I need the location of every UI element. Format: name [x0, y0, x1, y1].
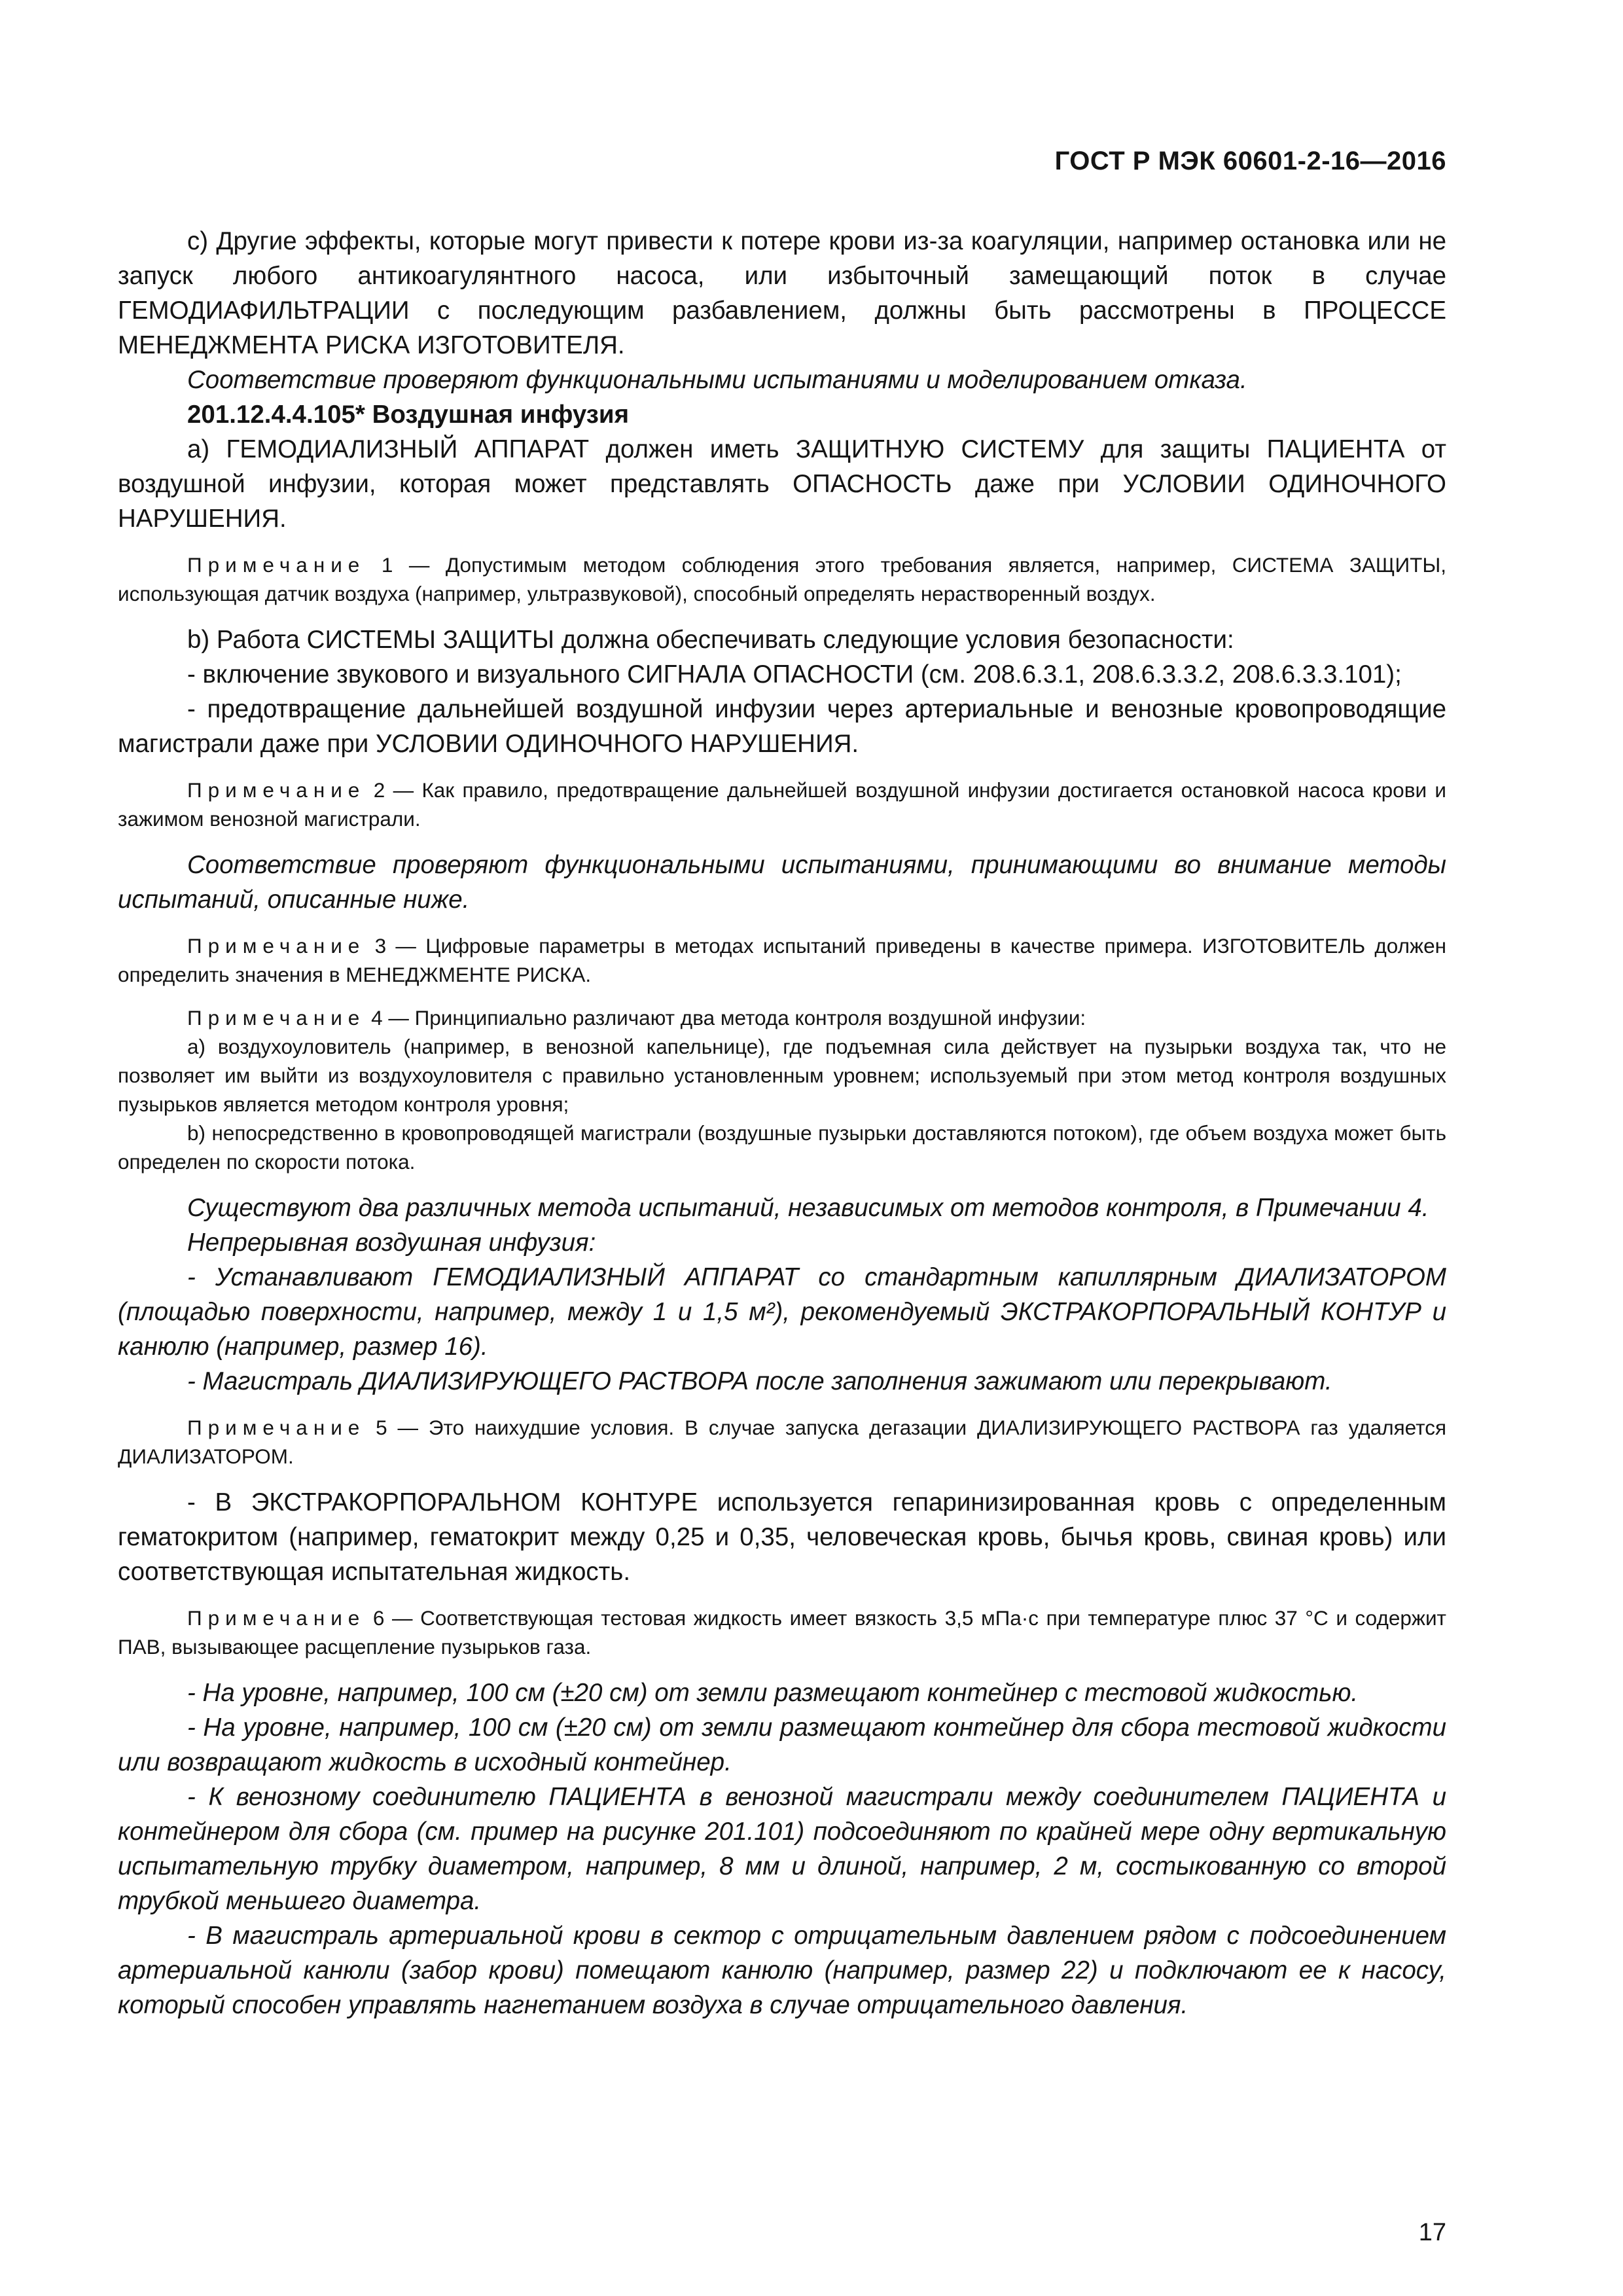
document-body — [118, 224, 1446, 2022]
list-item: - На уровне, например, 100 см (±20 см) от земли размещают контейнер с тестовой жидкостью. — [187, 1679, 1359, 1707]
note-3: Примечание 3 — Цифровые параметры в методах испытаний приведены в качестве примера. ИЗГОТОВИТЕЛЬ должен определить значения в МЕНЕДЖМЕНТЕ РИСКА. — [118, 934, 1446, 986]
list-item: - Устанавливают ГЕМОДИАЛИЗНЫЙ АППАРАТ со стандартным капиллярным ДИАЛИЗАТОРОМ (площадью поверхности, например, между 1 и 1,5 м²), рекомендуемый ЭКСТРАКОРПОРАЛЬНЫЙ КОНТУР и канюлю (например, размер 16). — [118, 1263, 1446, 1361]
compliance-text: Соответствие проверяют функциональными испытаниями и моделированием отказа. — [187, 366, 1247, 394]
paragraph-b: b) Работа СИСТЕМЫ ЗАЩИТЫ должна обеспечивать следующие условия безопасности: — [187, 626, 1234, 654]
note-4: Примечание 4 — Принципиально различают два метода контроля воздушной инфузии: — [187, 1006, 1086, 1030]
note-label: Примечание — [187, 934, 366, 958]
note-5: Примечание 5 — Это наихудшие условия. В случае запуска дегазации ДИАЛИЗИРУЮЩЕГО РАСТВОРА газ удаляется ДИАЛИЗАТОРОМ. — [118, 1416, 1446, 1468]
note-4-item-b: b) непосредственно в кровопроводящей магистрали (воздушные пузырьки доставляются потоком), где объем воздуха может быть определен по скорости потока. — [118, 1121, 1446, 1174]
note-label: Примечание — [187, 1606, 366, 1630]
list-item: - В магистраль артериальной крови в сектор с отрицательным давлением рядом с подсоединением артериальной канюли (забор крови) помещают канюлю (например, размер 22) и подключают ее к насосу, который способен управлять нагнетанием воздуха в случае отрицательного давления. — [118, 1922, 1446, 2019]
compliance-text: Соответствие проверяют функциональными испытаниями, принимающими во внимание методы испытаний, описанные ниже. — [118, 851, 1446, 914]
list-item: - В ЭКСТРАКОРПОРАЛЬНОМ КОНТУРЕ используется гепаринизированная кровь с определенным гематокритом (например, гематокрит между 0,25 и 0,35, человеческая кровь, бычья кровь, свиная кровь) или соответствующая испытательная жидкость. — [118, 1488, 1446, 1586]
note-2: Примечание 2 — Как правило, предотвращение дальнейшей воздушной инфузии достигается остановкой насоса крови и зажимом венозной магистрали. — [118, 778, 1446, 831]
list-item: - предотвращение дальнейшей воздушной инфузии через артериальные и венозные кровопроводящие магистрали даже при УСЛОВИИ ОДИНОЧНОГО НАРУШЕНИЯ. — [118, 695, 1446, 758]
standard-header: ГОСТ Р МЭК 60601-2-16—2016 — [1054, 147, 1446, 175]
note-label: Примечание — [187, 778, 366, 802]
test-methods-text: Существуют два различных метода испытаний, независимых от методов контроля, в Примечании 4. — [187, 1194, 1429, 1222]
subheading-continuous-infusion: Непрерывная воздушная инфузия: — [187, 1229, 596, 1257]
list-item: - К венозному соединителю ПАЦИЕНТА в венозной магистрали между соединителем ПАЦИЕНТА и контейнером для сбора (см. пример на рисунке 201.101) подсоединяют по крайней мере одну вертикальную испытательную трубку диаметром, например, 8 мм и длиной, например, 2 м, состыкованную со второй трубкой меньшего диаметра. — [118, 1783, 1446, 1915]
section-heading: 201.12.4.4.105* Воздушная инфузия — [187, 401, 630, 429]
list-item: - Магистраль ДИАЛИЗИРУЮЩЕГО РАСТВОРА после заполнения зажимают или перекрывают. — [187, 1367, 1332, 1395]
note-label: Примечание — [187, 1006, 366, 1030]
note-1: Примечание 1 — Допустимым методом соблюдения этого требования является, например, СИСТЕМА ЗАЩИТЫ, использующая датчик воздуха (например, ультразвуковой), способный определять нерастворенный воздух. — [118, 553, 1446, 605]
note-6: Примечание 6 — Соответствующая тестовая жидкость имеет вязкость 3,5 мПа·с при температуре плюс 37 °С и содержит ПАВ, вызывающее расщепление пузырьков газа. — [118, 1606, 1446, 1659]
note-label: Примечание — [187, 1416, 366, 1439]
paragraph-c: с) Другие эффекты, которые могут привести к потере крови из-за коагуляции, например остановка или не запуск любого антикоагулянтного насоса, или избыточный замещающий поток в случае ГЕМОДИАФИЛЬТРАЦИИ с последующим разбавлением, должны быть рассмотрены в ПРОЦЕССЕ МЕНЕДЖМЕНТА РИСКА ИЗГОТОВИТЕЛЯ. — [118, 227, 1446, 359]
note-4-item-a: а) воздухоуловитель (например, в венозной капельнице), где подъемная сила действует на пузырьки воздуха так, что не позволяет им выйти из воздухоуловителя с правильно установленным уровнем; используемый при этом метод контроля воздушных пузырьков является методом контроля уровня; — [118, 1035, 1446, 1116]
paragraph-a: а) ГЕМОДИАЛИЗНЫЙ АППАРАТ должен иметь ЗАЩИТНУЮ СИСТЕМУ для защиты ПАЦИЕНТА от воздушной инфузии, которая может представлять ОПАСНОСТЬ даже при УСЛОВИИ ОДИНОЧНОГО НАРУШЕНИЯ. — [118, 435, 1446, 533]
note-label: Примечание — [187, 553, 366, 577]
page-number: 17 — [1418, 2219, 1446, 2246]
list-item: - включение звукового и визуального СИГНАЛА ОПАСНОСТИ (см. 208.6.3.1, 208.6.3.3.2, 208.6.3.3.101); — [187, 660, 1402, 689]
list-item: - На уровне, например, 100 см (±20 см) от земли размещают контейнер для сбора тестовой жидкости или возвращают жидкость в исходный контейнер. — [118, 1713, 1446, 1776]
